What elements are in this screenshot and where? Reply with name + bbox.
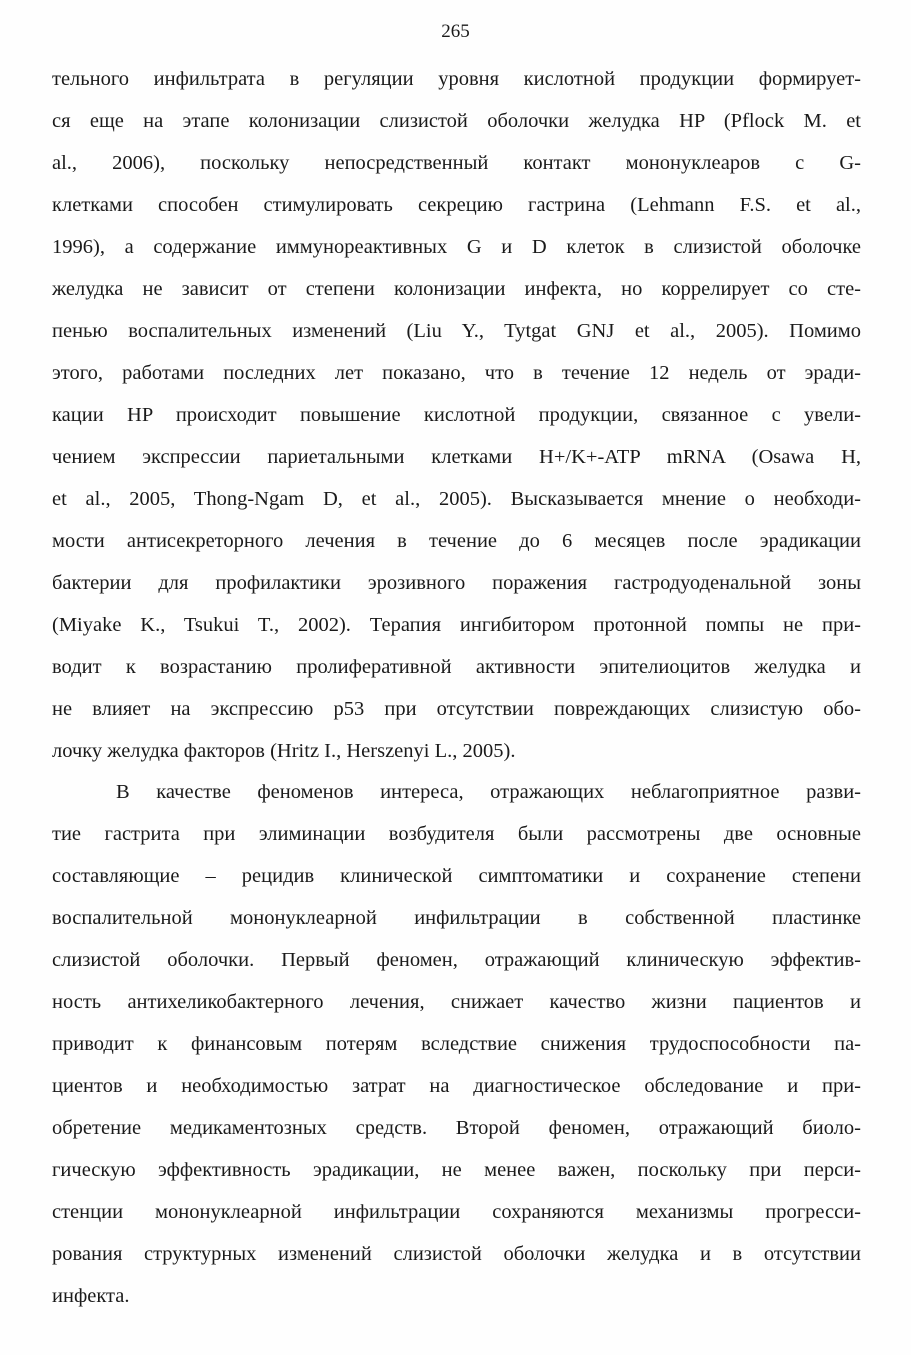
text-line: et al., 2005, Thong-Ngam D, et al., 2005). Высказывается мнение о необходи- xyxy=(52,488,861,510)
text-line: al., 2006), поскольку непосредственный контакт мононуклеаров с G- xyxy=(52,152,861,174)
text-line: рования структурных изменений слизистой оболочки желудка и в отсутствии xyxy=(52,1243,861,1265)
paragraph-1 xyxy=(52,58,861,772)
text-line: стенции мононуклеарной инфильтрации сохраняются механизмы прогресси- xyxy=(52,1201,861,1223)
text-line: ность антихеликобактерного лечения, снижает качество жизни пациентов и xyxy=(52,991,861,1013)
text-line: клетками способен стимулировать секрецию гастрина (Lehmann F.S. et al., xyxy=(52,194,861,216)
text-line: не влияет на экспрессию p53 при отсутствии повреждающих слизистую обо- xyxy=(52,698,861,720)
page-number: 265 xyxy=(441,21,470,42)
text-line: обретение медикаментозных средств. Второй феномен, отражающий биоло- xyxy=(52,1117,861,1139)
paragraph-2 xyxy=(52,771,861,1317)
text-line: мости антисекреторного лечения в течение до 6 месяцев после эрадикации xyxy=(52,530,861,552)
text-line: бактерии для профилактики эрозивного поражения гастродуоденальной зоны xyxy=(52,572,861,594)
text-line: пенью воспалительных изменений (Liu Y., Tytgat GNJ et al., 2005). Помимо xyxy=(52,320,861,342)
text-line: водит к возрастанию пролиферативной активности эпителиоцитов желудка и xyxy=(52,656,861,678)
text-line: этого, работами последних лет показано, что в течение 12 недель от эради- xyxy=(52,362,861,384)
text-line: кации HP происходит повышение кислотной продукции, связанное с увели- xyxy=(52,404,861,426)
text-line: желудка не зависит от степени колонизации инфекта, но коррелирует со сте- xyxy=(52,278,861,300)
text-line: инфекта. xyxy=(52,1285,130,1307)
text-line: В качестве феноменов интереса, отражающих неблагоприятное разви- xyxy=(116,781,861,803)
text-line: составляющие – рецидив клинической симптоматики и сохранение степени xyxy=(52,865,861,887)
text-line: слизистой оболочки. Первый феномен, отражающий клиническую эффектив- xyxy=(52,949,861,971)
text-line: тие гастрита при элиминации возбудителя были рассмотрены две основные xyxy=(52,823,861,845)
text-line: (Miyake K., Tsukui T., 2002). Терапия ингибитором протонной помпы не при- xyxy=(52,614,861,636)
text-line: приводит к финансовым потерям вследствие снижения трудоспособности па- xyxy=(52,1033,861,1055)
text-line: гическую эффективность эрадикации, не менее важен, поскольку при перси- xyxy=(52,1159,861,1181)
text-line: ся еще на этапе колонизации слизистой оболочки желудка HP (Pflock M. et xyxy=(52,110,861,132)
text-line: воспалительной мононуклеарной инфильтрации в собственной пластинке xyxy=(52,907,861,929)
text-line: лочку желудка факторов (Hritz I., Herszenyi L., 2005). xyxy=(52,740,516,762)
text-line: 1996), а содержание иммунореактивных G и D клеток в слизистой оболочке xyxy=(52,236,861,258)
text-line: циентов и необходимостью затрат на диагностическое обследование и при- xyxy=(52,1075,861,1097)
text-line: чением экспрессии париетальными клетками H+/K+-ATP mRNA (Osawa H, xyxy=(52,446,861,468)
text-line: тельного инфильтрата в регуляции уровня кислотной продукции формирует- xyxy=(52,68,861,90)
